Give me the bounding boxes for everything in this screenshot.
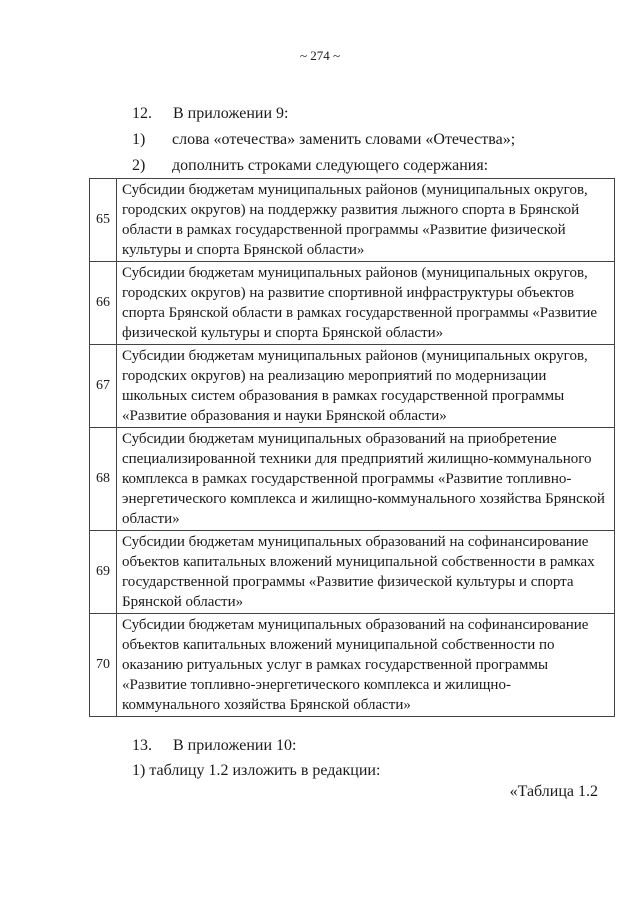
row-text: Субсидии бюджетам муниципальных районов (муниципальных округов, городских округов) на реализацию мероприятий по модернизации школьных систем образования в рамках государственной программы «Развитие образования и науки Брянской области»	[117, 345, 615, 428]
subitem-1-text: слова «отечества» заменить словами «Отечества»;	[172, 131, 516, 148]
row-text: Субсидии бюджетам муниципальных образований на софинансирование объектов капитальных вложений муниципальной собственности в рамках государственной программы «Развитие физической культуры и спорта Брянской области»	[117, 531, 615, 614]
item-13-subitem-1-text: 1) таблицу 1.2 изложить в редакции:	[132, 762, 381, 779]
subitem-1-number: 1)	[132, 131, 146, 148]
table-row	[90, 614, 615, 717]
row-number: 65	[90, 179, 117, 262]
row-number: 67	[90, 345, 117, 428]
item-12-number: 12.	[132, 105, 152, 122]
row-text: Субсидии бюджетам муниципальных образований на софинансирование объектов капитальных вложений муниципальной собственности по оказанию ритуальных услуг в рамках государственной программы «Развитие топливно-энергетического комплекса и жилищно-коммунального хозяйства Брянской области»	[117, 614, 615, 717]
row-text: Субсидии бюджетам муниципальных районов (муниципальных округов, городских округов) на развитие спортивной инфраструктуры объектов спорта Брянской области в рамках государственной программы «Развитие физической культуры и спорта Брянской области»	[117, 262, 615, 345]
table-row	[90, 262, 615, 345]
row-number: 66	[90, 262, 117, 345]
table-row	[90, 428, 615, 531]
item-13	[132, 736, 296, 756]
row-number: 68	[90, 428, 117, 531]
item-13-text: В приложении 10:	[173, 737, 297, 754]
table-row	[90, 531, 615, 614]
table-row	[90, 179, 615, 262]
subitem-2	[132, 156, 488, 176]
subitem-2-text: дополнить строками следующего содержания:	[172, 157, 489, 174]
table-caption: «Таблица 1.2	[509, 783, 598, 800]
amendment-table	[89, 178, 615, 717]
row-text: Субсидии бюджетам муниципальных образований на приобретение специализированной техники для предприятий жилищно-коммунального комплекса в рамках государственной программы «Развитие топливно-энергетического комплекса и жилищно-коммунального хозяйства Брянской области»	[117, 428, 615, 531]
row-text: Субсидии бюджетам муниципальных районов (муниципальных округов, городских округов) на поддержку развития лыжного спорта в Брянской области в рамках государственной программы «Развитие физической культуры и спорта Брянской области»	[117, 179, 615, 262]
row-number: 70	[90, 614, 117, 717]
item-12	[132, 104, 288, 124]
page-number: ~ 274 ~	[299, 48, 341, 63]
row-number: 69	[90, 531, 117, 614]
item-13-number: 13.	[132, 737, 152, 754]
subitem-1	[132, 130, 515, 150]
item-12-text: В приложении 9:	[173, 105, 289, 122]
subitem-2-number: 2)	[132, 157, 146, 174]
item-13-subitem-1	[132, 761, 380, 781]
table-row	[90, 345, 615, 428]
